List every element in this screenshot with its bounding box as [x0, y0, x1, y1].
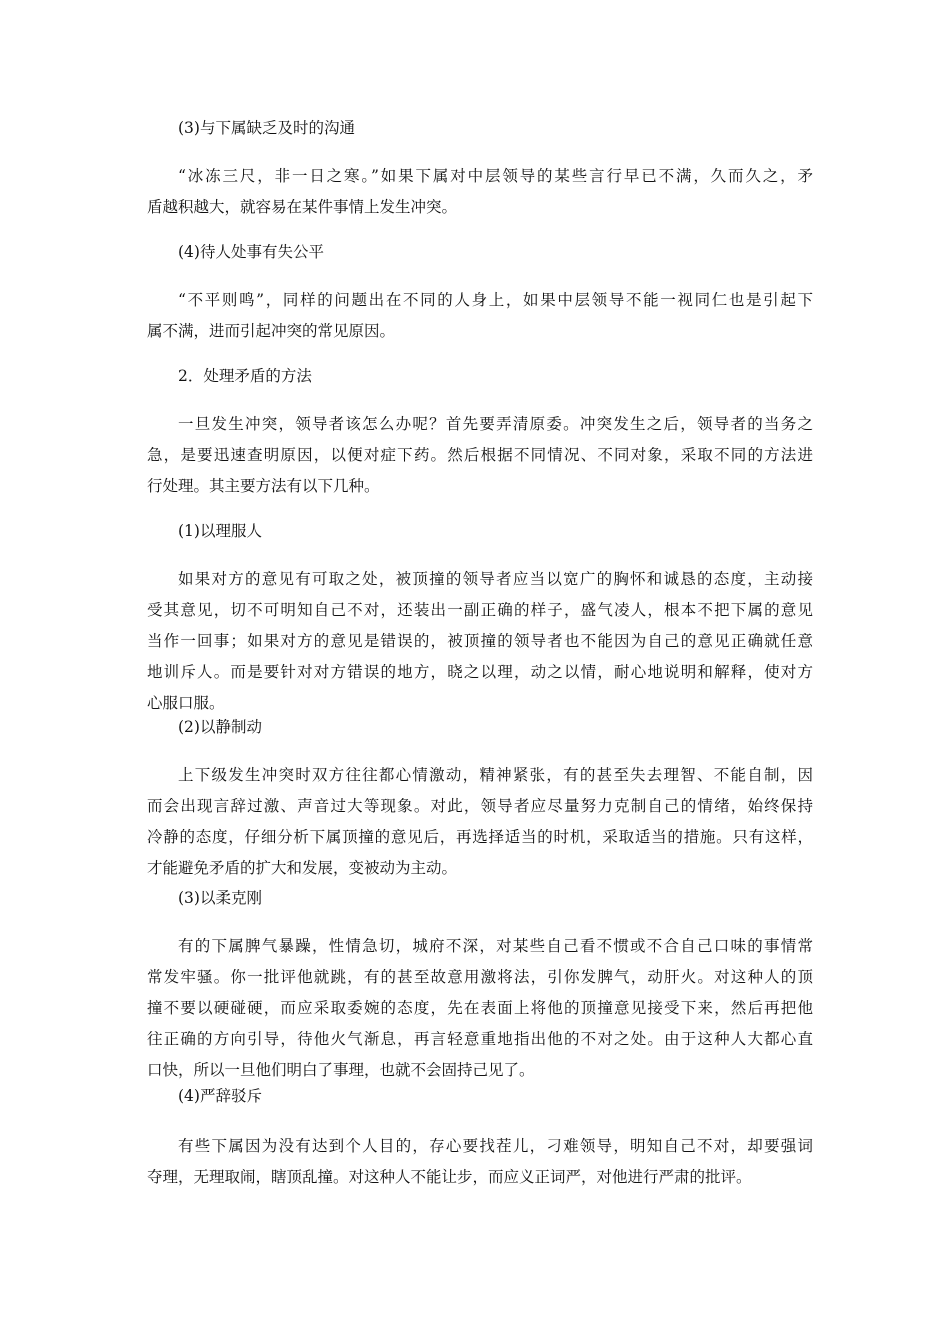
paragraph-line: 行处理。其主要方法有以下几种。: [147, 477, 380, 495]
paragraph-line: 受其意见，切不可明知自己不对，还装出一副正确的样子，盛气凌人，根本不把下属的意见: [147, 601, 813, 619]
heading-line: 2．处理矛盾的方法: [178, 367, 312, 385]
paragraph-unfairness: [147, 285, 813, 347]
paragraph-line: “冰冻三尺，非一日之寒。”如果下属对中层领导的某些言行早已不满，久而久之，矛: [178, 167, 813, 185]
paragraph-line: 而会出现言辞过激、声音过大等现象。对此，领导者应尽量努力克制自己的情绪，始终保持: [147, 797, 813, 815]
paragraph-line: 一旦发生冲突，领导者该怎么办呢？首先要弄清原委。冲突发生之后，领导者的当务之: [178, 415, 813, 433]
paragraph-line: 冷静的态度，仔细分析下属顶撞的意见后，再选择适当的时机，采取适当的措施。只有这样，: [147, 828, 813, 846]
paragraph-line: 口快，所以一旦他们明白了事理，也就不会固持己见了。: [147, 1061, 535, 1079]
paragraph-line: 当作一回事；如果对方的意见是错误的，被顶撞的领导者也不能因为自己的意见正确就任意: [147, 632, 813, 650]
paragraph-line: 夺理，无理取闹，瞎顶乱撞。对这种人不能让步，而应义正词严，对他进行严肃的批评。: [147, 1168, 752, 1186]
paragraph-line: 撞不要以硬碰硬，而应采取委婉的态度，先在表面上将他的顶撞意见接受下来，然后再把他: [147, 999, 813, 1017]
paragraph-line: 才能避免矛盾的扩大和发展，变被动为主动。: [147, 859, 458, 877]
paragraph-line: 上下级发生冲突时双方往往都心情激动，精神紧张，有的甚至失去理智、不能自制，因: [178, 766, 813, 784]
paragraph-line: 属不满，进而引起冲突的常见原因。: [147, 322, 396, 340]
section-heading-methods: [147, 361, 813, 392]
heading-calm: [147, 712, 813, 743]
paragraph-line: 地训斥人。而是要针对对方错误的地方，晓之以理，动之以情，耐心地说明和解释，使对方: [147, 663, 813, 681]
paragraph-line: 常发牢骚。你一批评他就跳，有的甚至故意用激将法，引你发脾气，动肝火。对这种人的顶: [147, 968, 813, 986]
paragraph-reason: [147, 564, 813, 719]
paragraph-stern: [147, 1131, 813, 1193]
paragraph-line: “不平则鸣”，同样的问题出在不同的人身上，如果中层领导不能一视同仁也是引起下: [178, 291, 813, 309]
heading-line: (3)与下属缺乏及时的沟通: [178, 119, 355, 137]
paragraph-when-conflict-occurs: [147, 409, 813, 502]
paragraph-line: 如果对方的意见有可取之处，被顶撞的领导者应当以宽广的胸怀和诚恳的态度，主动接: [178, 570, 813, 588]
heading-lack-of-communication: [147, 113, 813, 144]
paragraph-line: 急，是要迅速查明原因，以便对症下药。然后根据不同情况、不同对象，采取不同的方法进: [147, 446, 813, 464]
paragraph-line: 心服口服。: [147, 694, 225, 712]
heading-stern: [147, 1081, 813, 1112]
paragraph-line: 盾越积越大，就容易在某件事情上发生冲突。: [147, 198, 458, 216]
paragraph-calm: [147, 760, 813, 884]
heading-unfair-treatment: [147, 237, 813, 268]
heading-line: (4)严辞驳斥: [178, 1087, 262, 1105]
paragraph-line: 往正确的方向引导，待他火气渐息，再言轻意重地指出他的不对之处。由于这种人大都心直: [147, 1030, 813, 1048]
paragraph-soft: [147, 931, 813, 1086]
heading-line: (2)以静制动: [178, 718, 262, 736]
heading-line: (4)待人处事有失公平: [178, 243, 324, 261]
heading-reason: [147, 516, 813, 547]
paragraph-ice-three-feet: [147, 161, 813, 223]
paragraph-line: 有些下属因为没有达到个人目的，存心要找茬儿，刁难领导，明知自己不对，却要强词: [178, 1137, 813, 1155]
heading-soft: [147, 883, 813, 914]
heading-line: (1)以理服人: [178, 522, 262, 540]
paragraph-line: 有的下属脾气暴躁，性情急切，城府不深，对某些自己看不惯或不合自己口味的事情常: [178, 937, 813, 955]
heading-line: (3)以柔克刚: [178, 889, 262, 907]
